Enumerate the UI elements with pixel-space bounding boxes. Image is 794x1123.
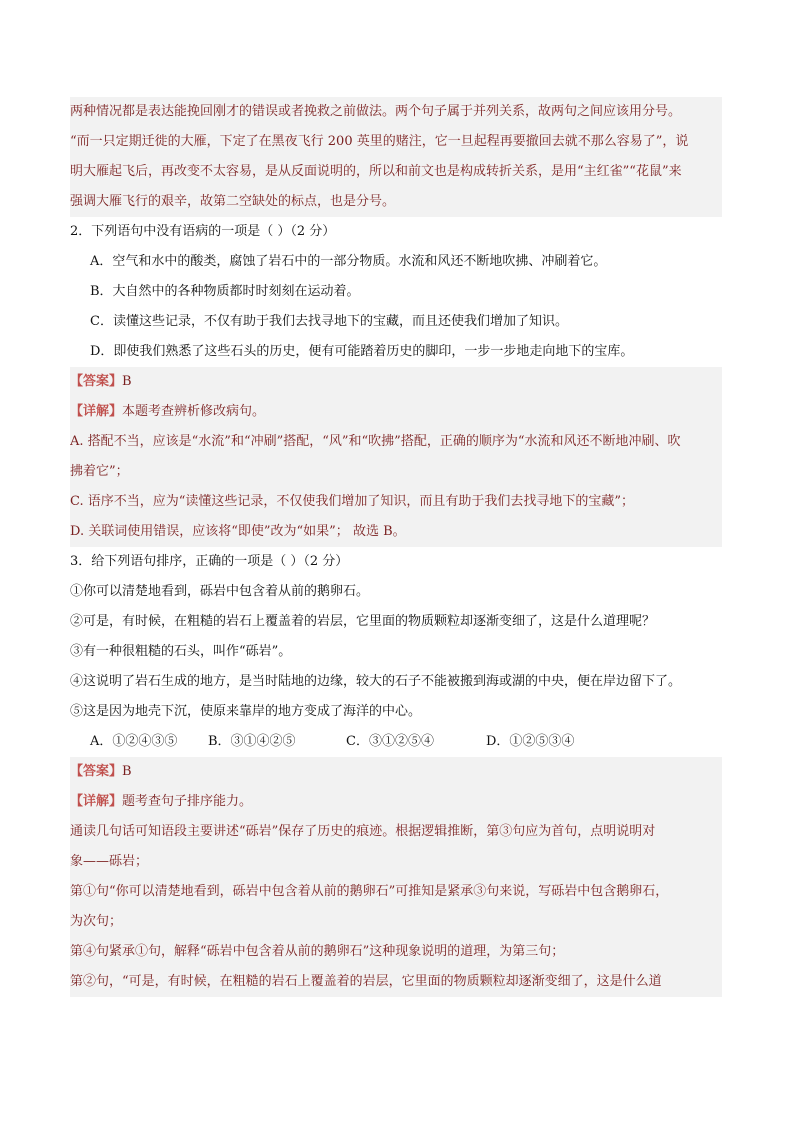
- question-3-choice-d: D．①②⑤③④: [486, 734, 575, 749]
- explanation-line: D. 关联词使用错误，应该将“即使”改为“如果”； 故选 B。: [70, 524, 406, 539]
- question-3-answer: [70, 757, 722, 787]
- document-content: [70, 97, 722, 997]
- explanation-line: 第④句紧承①句，解释“砾岩中包含着从前的鹅卵石”这种现象说明的道理，为第三句；: [70, 944, 565, 959]
- analysis-line: 强调大雁飞行的艰辛，故第二空缺处的标点，也是分号。: [70, 194, 396, 209]
- explanation-line: 通读几句话可知语段主要讲述“砾岩”保存了历史的痕迹。根据逻辑推断，第③句应为首句，点明说明对: [70, 824, 656, 839]
- detail-label: 【详解】: [70, 794, 123, 809]
- question-2-option-b: B．大自然中的各种物质都时时刻刻在运动着。: [90, 284, 360, 299]
- question-3-sentence: ②可是，有时候，在粗糙的岩石上覆盖着的岩层，它里面的物质颗粒却逐渐变细了，这是什么道理呢？: [70, 614, 656, 629]
- detail-text: 题考查句子排序能力。: [122, 794, 253, 809]
- explanation-line: C. 语序不当，应为“读懂这些记录，不仅使我们增加了知识，而且有助于我们去找寻地下的宝藏”；: [70, 494, 635, 509]
- question-3-answer-block: [70, 757, 722, 997]
- explanation-line: 第②句，“可是，有时候，在粗糙的岩石上覆盖着的岩层，它里面的物质颗粒却逐渐变细了，这是什么道: [70, 974, 662, 989]
- analysis-line: 明大雁起飞后，再改变不太容易，是从反面说明的，所以和前文也是构成转折关系，是用“主红雀”“花鼠”来: [70, 164, 682, 179]
- explanation-line: 拂着它”；: [70, 464, 129, 479]
- question-3-stem: 3．给下列语句排序，正确的一项是（ ）（2 分）: [70, 554, 349, 569]
- question-2-option-d: D．即使我们熟悉了这些石头的历史，便有可能踏着历史的脚印，一步一步地走向地下的宝库。: [90, 344, 634, 359]
- question-3-choices: [70, 727, 722, 757]
- question-3-sentence: ①你可以清楚地看到，砾岩中包含着从前的鹅卵石。: [70, 584, 370, 599]
- explanation-line: 象——砾岩；: [70, 854, 149, 869]
- question-2-answer-block: [70, 367, 722, 547]
- question-3-sentence: ⑤这是因为地壳下沉，使原来靠岸的地方变成了海洋的中心。: [70, 704, 422, 719]
- question-3-choice-c: C．③①②⑤④: [346, 734, 434, 749]
- explanation-line: 为次句；: [70, 914, 123, 929]
- question-2-option-a: A．空气和水中的酸类，腐蚀了岩石中的一部分物质。水流和风还不断地吹拂、冲刷着它。: [90, 254, 607, 269]
- question-2-option-c: C．读懂这些记录，不仅有助于我们去找寻地下的宝藏，而且还使我们增加了知识。: [90, 314, 568, 329]
- detail-text: 本题考查辨析修改病句。: [122, 404, 266, 419]
- answer-label: 【答案】: [70, 764, 123, 779]
- explanation-line: 第①句“你可以清楚地看到，砾岩中包含着从前的鹅卵石”可推知是紧承③句来说，写砾岩中包含鹅卵石，: [70, 884, 669, 899]
- question-3-choice-b: B．③①④②⑤: [208, 734, 296, 749]
- analysis-line: “而一只定期迁徙的大雁，下定了在黑夜飞行 200 英里的赌注，它一旦起程再要撤回去就不那么容易了”，说: [70, 134, 689, 149]
- question-3-choice-a: A．①②④③⑤: [90, 734, 178, 749]
- detail-label: 【详解】: [70, 404, 123, 419]
- answer-label: 【答案】: [70, 374, 123, 389]
- question-2-detail: [70, 397, 722, 427]
- question-3-sentence: ④这说明了岩石生成的地方，是当时陆地的边缘，较大的石子不能被搬到海或湖的中央，便在岸边留下了。: [70, 674, 682, 689]
- analysis-line: 两种情况都是表达能挽回刚才的错误或者挽救之前做法。两个句子属于并列关系，故两句之间应该用分号。: [70, 104, 682, 119]
- explanation-line: A. 搭配不当，应该是“水流”和“冲刷”搭配，“风”和“吹拂”搭配，正确的顺序为“水流和风还不断地冲刷、吹: [70, 434, 681, 449]
- answer-value: B: [122, 374, 132, 389]
- previous-analysis-block: [70, 97, 722, 217]
- question-2-answer: [70, 367, 722, 397]
- question-2-stem: 2．下列语句中没有语病的一项是（ ）（2 分）: [70, 224, 336, 239]
- question-3-sentence: ③有一种很粗糙的石头，叫作“砾岩”。: [70, 644, 292, 659]
- question-3-detail: [70, 787, 722, 817]
- answer-value: B: [122, 764, 132, 779]
